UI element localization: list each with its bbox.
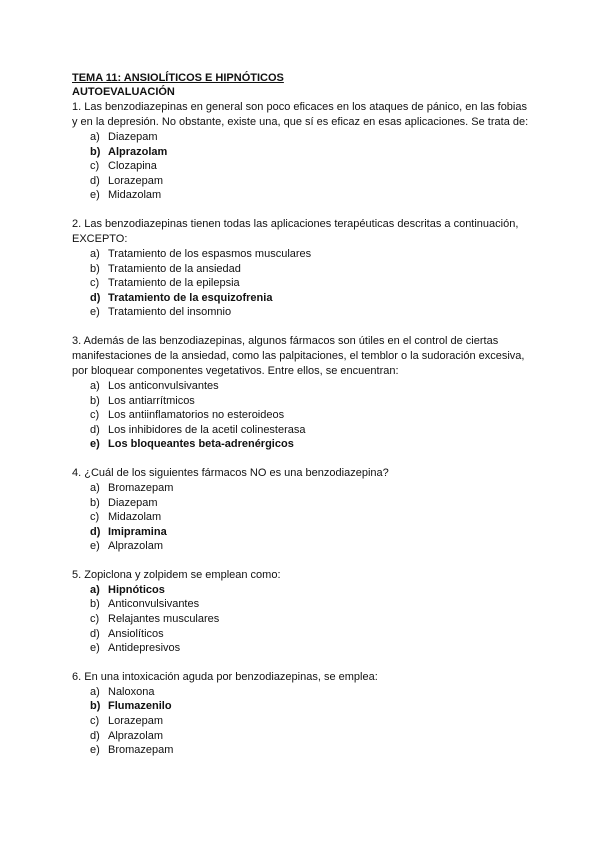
answer-option xyxy=(90,743,532,758)
option-letter: d) xyxy=(90,174,100,187)
option-text: Tratamiento de los espasmos musculares xyxy=(108,247,312,260)
option-text: Lorazepam xyxy=(108,174,164,187)
option-letter: b) xyxy=(90,700,101,713)
answer-option xyxy=(90,481,532,496)
option-letter: d) xyxy=(90,627,100,640)
question-4 xyxy=(72,466,532,554)
option-text: Clozapina xyxy=(108,160,157,173)
answer-options xyxy=(72,583,532,656)
option-text: Ansiolíticos xyxy=(108,627,164,640)
question-text: 3. Además de las benzodiazepinas, algunos fármacos son útiles en el control de ciertas manifestaciones de la ansiedad, como las palpitaciones, el temblor o la sudoración excesiva, por bloquear componentes vegetativos. Entre ellos, se encuentran: xyxy=(72,334,525,377)
answer-option xyxy=(90,714,532,729)
answer-option xyxy=(90,174,532,189)
answer-option xyxy=(90,188,532,203)
option-letter: b) xyxy=(90,262,100,275)
option-text: Bromazepam xyxy=(108,481,174,494)
question-5 xyxy=(72,568,532,656)
answer-option xyxy=(90,276,532,291)
option-text: Tratamiento de la epilepsia xyxy=(108,277,240,290)
option-text: Alprazolam xyxy=(108,145,168,158)
option-letter: a) xyxy=(90,481,100,494)
option-text: Los inhibidores de la acetil colinesterasa xyxy=(108,423,306,436)
option-letter: a) xyxy=(90,131,100,143)
option-letter: d) xyxy=(90,423,100,436)
option-letter: b) xyxy=(90,145,101,158)
question-2 xyxy=(72,217,532,320)
option-text: Antidepresivos xyxy=(108,642,181,655)
answer-option xyxy=(90,159,532,174)
option-letter: c) xyxy=(90,277,100,290)
option-letter: a) xyxy=(90,379,100,392)
option-text: Los antiinflamatorios no esteroideos xyxy=(108,409,285,422)
option-letter: e) xyxy=(90,744,100,757)
option-text: Los bloqueantes beta-adrenérgicos xyxy=(108,438,294,451)
option-letter: c) xyxy=(90,160,100,173)
answer-options xyxy=(72,379,532,452)
answer-option xyxy=(90,539,532,554)
option-letter: a) xyxy=(90,247,100,260)
option-letter: d) xyxy=(90,729,100,742)
answer-options xyxy=(72,685,532,758)
answer-option xyxy=(90,130,532,145)
option-text: Midazolam xyxy=(108,511,162,524)
option-text: Tratamiento del insomnio xyxy=(108,306,232,319)
document-title: TEMA 11: ANSIOLÍTICOS E HIPNÓTICOS xyxy=(72,72,284,84)
option-letter: c) xyxy=(90,613,100,626)
answer-options xyxy=(72,481,532,554)
document-page xyxy=(72,71,532,772)
option-letter: b) xyxy=(90,598,100,611)
answer-option xyxy=(90,627,532,642)
option-text: Alprazolam xyxy=(108,540,164,553)
question-text: 5. Zopiclona y zolpidem se emplean como: xyxy=(72,568,281,581)
answer-option xyxy=(90,641,532,656)
question-text: 4. ¿Cuál de los siguientes fármacos NO es una benzodiazepina? xyxy=(72,466,389,479)
option-letter: e) xyxy=(90,438,100,451)
option-text: Tratamiento de la esquizofrenia xyxy=(108,291,273,304)
answer-option xyxy=(90,408,532,423)
option-letter: e) xyxy=(90,642,100,655)
question-text: 2. Las benzodiazepinas tienen todas las aplicaciones terapéuticas descritas a continuación, EXCEPTO: xyxy=(72,217,519,245)
option-letter: e) xyxy=(90,189,100,202)
option-text: Anticonvulsivantes xyxy=(108,598,200,611)
answer-option xyxy=(90,597,532,612)
option-letter: e) xyxy=(90,306,100,319)
answer-option-correct xyxy=(90,145,532,160)
option-letter: a) xyxy=(90,583,100,596)
answer-option xyxy=(90,612,532,627)
answer-option xyxy=(90,423,532,438)
option-text: Naloxona xyxy=(108,685,155,698)
option-text: Hipnóticos xyxy=(108,583,165,596)
answer-option xyxy=(90,729,532,744)
option-text: Los antiarrítmicos xyxy=(108,394,195,407)
question-6 xyxy=(72,670,532,758)
option-text: Bromazepam xyxy=(108,744,174,757)
question-list xyxy=(72,100,532,758)
answer-option-correct xyxy=(90,583,532,598)
option-text: Los anticonvulsivantes xyxy=(108,379,219,392)
question-1 xyxy=(72,100,532,203)
option-text: Diazepam xyxy=(108,131,158,143)
option-letter: d) xyxy=(90,291,101,304)
option-letter: d) xyxy=(90,525,101,538)
option-text: Diazepam xyxy=(108,496,158,509)
option-letter: c) xyxy=(90,409,100,422)
option-letter: a) xyxy=(90,685,100,698)
option-text: Midazolam xyxy=(108,189,162,202)
answer-option xyxy=(90,685,532,700)
question-3 xyxy=(72,334,532,452)
document-subtitle: AUTOEVALUACIÓN xyxy=(72,86,175,98)
option-letter: e) xyxy=(90,540,100,553)
answer-options xyxy=(72,130,532,203)
answer-option xyxy=(90,247,532,262)
option-text: Lorazepam xyxy=(108,715,164,728)
option-letter: c) xyxy=(90,715,100,728)
answer-option xyxy=(90,510,532,525)
answer-option xyxy=(90,379,532,394)
option-text: Imipramina xyxy=(108,525,167,538)
answer-option xyxy=(90,262,532,277)
option-letter: b) xyxy=(90,394,100,407)
answer-option xyxy=(90,496,532,511)
answer-option-correct xyxy=(90,437,532,452)
answer-options xyxy=(72,247,532,320)
option-letter: b) xyxy=(90,496,100,509)
answer-option-correct xyxy=(90,291,532,306)
question-text: 6. En una intoxicación aguda por benzodiazepinas, se emplea: xyxy=(72,670,378,683)
question-text: 1. Las benzodiazepinas en general son poco eficaces en los ataques de pánico, en las fobias y en la depresión. No obstante, existe una, que sí es eficaz en esas aplicaciones. Se trata de: xyxy=(72,101,529,128)
answer-option xyxy=(90,394,532,409)
answer-option-correct xyxy=(90,525,532,540)
answer-option xyxy=(90,305,532,320)
option-text: Flumazenilo xyxy=(108,700,172,713)
option-text: Alprazolam xyxy=(108,729,164,742)
option-text: Tratamiento de la ansiedad xyxy=(108,262,241,275)
answer-option-correct xyxy=(90,699,532,714)
option-letter: c) xyxy=(90,511,100,524)
option-text: Relajantes musculares xyxy=(108,613,220,626)
